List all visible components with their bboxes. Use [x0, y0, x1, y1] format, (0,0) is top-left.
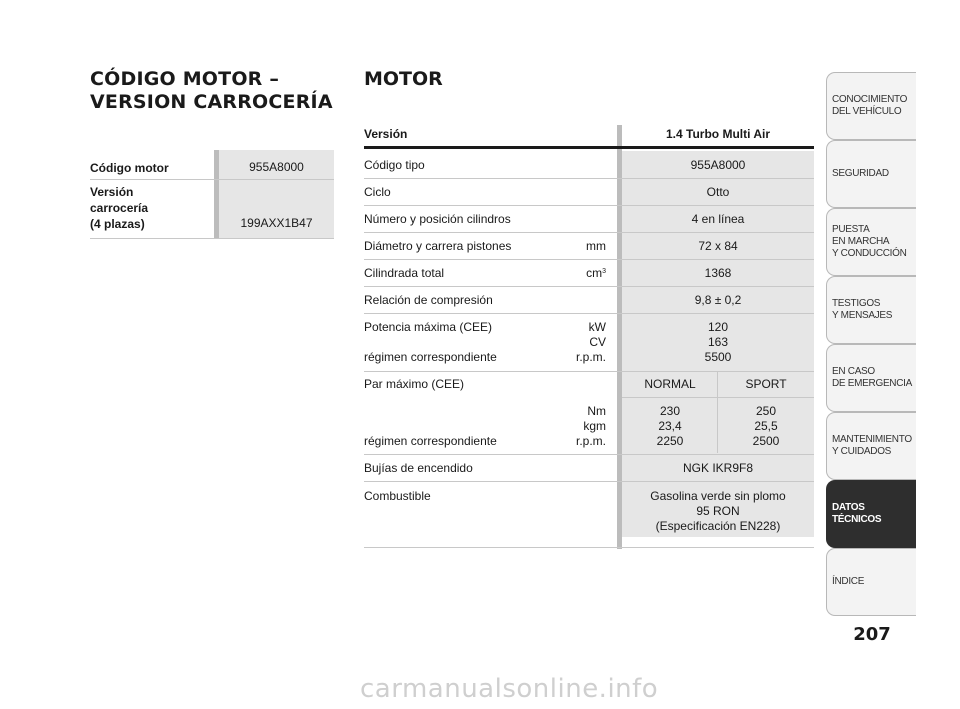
- row-label: Número y posición cilindros: [364, 212, 511, 226]
- power-unit: kW: [588, 320, 606, 334]
- unit-superscript: 3: [602, 268, 606, 275]
- tab-testigos[interactable]: [826, 276, 916, 344]
- table-row: [90, 180, 334, 239]
- torque-sport-value: 2500: [752, 434, 780, 448]
- power-unit: r.p.m.: [575, 350, 606, 364]
- tab-label: DATOS TÉCNICOS: [832, 502, 882, 525]
- tab-conocimiento[interactable]: [826, 72, 916, 140]
- engine-code-title: [90, 68, 350, 114]
- torque-label: Par máximo (CEE): [364, 377, 465, 391]
- label-line: (4 plazas): [90, 217, 145, 231]
- row-label: Diámetro y carrera pistones: [364, 239, 512, 253]
- watermark: carmanualsonline.info: [360, 674, 659, 704]
- row-value: 1368: [704, 266, 732, 280]
- torque-normal-value: 23,4: [658, 419, 682, 433]
- tab-indice[interactable]: [826, 548, 916, 616]
- row-divider: [364, 481, 814, 482]
- torque-mode-normal: NORMAL: [644, 377, 696, 391]
- row-value: 955A8000: [690, 158, 746, 172]
- torque-rpm-label: régimen correspondiente: [364, 434, 497, 448]
- spark-plug-label: Bujías de encendido: [364, 461, 473, 475]
- row-label: Relación de compresión: [364, 293, 493, 307]
- row-value: 4 en línea: [691, 212, 745, 226]
- torque-normal-value: 2250: [656, 434, 684, 448]
- version-header-label: Versión: [364, 127, 408, 141]
- torque-unit: kgm: [583, 419, 606, 433]
- row-label: Ciclo: [364, 185, 391, 199]
- row-label: Código tipo: [364, 158, 425, 172]
- row-value: 72 x 84: [698, 239, 738, 253]
- torque-mode-sport: SPORT: [745, 377, 787, 391]
- row-divider: [364, 454, 814, 455]
- torque-sport-value: 250: [755, 404, 777, 418]
- tab-mantenimiento[interactable]: [826, 412, 916, 480]
- tab-label: TESTIGOS Y MENSAJES: [832, 298, 893, 321]
- power-value: 163: [707, 335, 729, 349]
- power-label: Potencia máxima (CEE): [364, 320, 493, 334]
- tab-puesta-en-marcha[interactable]: [826, 208, 916, 276]
- row-unit: [514, 266, 606, 281]
- power-rpm-label: régimen correspondiente: [364, 350, 497, 364]
- fuel-value-line: Gasolina verde sin plomo: [650, 489, 786, 503]
- tab-label: CONOCIMIENTO DEL VEHÍCULO: [832, 94, 908, 117]
- row-value: [214, 180, 334, 238]
- mode-divider: [622, 397, 814, 398]
- engine-code-value: 955A8000: [249, 160, 304, 174]
- row-unit: mm: [586, 239, 606, 253]
- header-divider: [364, 146, 814, 149]
- tab-label: EN CASO DE EMERGENCIA: [832, 366, 913, 389]
- torque-unit: r.p.m.: [575, 434, 606, 448]
- page-number: 207: [853, 624, 891, 645]
- tab-label: PUESTA EN MARCHA Y CONDUCCIÓN: [832, 224, 907, 259]
- fuel-value-line: (Especificación EN228): [655, 519, 781, 533]
- row-label: Cilindrada total: [364, 266, 445, 280]
- label-line: carrocería: [90, 201, 149, 215]
- fuel-value-line: 95 RON: [696, 504, 740, 518]
- tab-datos-tecnicos[interactable]: [826, 480, 916, 548]
- engine-code-table: [90, 150, 334, 239]
- row-value: 9,8 ± 0,2: [694, 293, 742, 307]
- torque-sport-value: 25,5: [754, 419, 778, 433]
- row-divider: [364, 205, 814, 206]
- power-value: 120: [707, 320, 729, 334]
- tab-label: ÍNDICE: [832, 576, 865, 587]
- table-row: [90, 150, 334, 180]
- unit-text: cm: [586, 266, 603, 280]
- row-label: [90, 184, 148, 232]
- engine-code-title-line2: VERSION CARROCERÍA: [90, 91, 333, 113]
- row-divider: [364, 313, 814, 314]
- body-version-value: 199AXX1B47: [240, 216, 313, 230]
- torque-unit: Nm: [587, 404, 606, 418]
- row-value: Otto: [706, 185, 730, 199]
- label-line: Versión: [90, 185, 134, 199]
- table-bottom-divider: [364, 547, 814, 548]
- version-header-value: 1.4 Turbo Multi Air: [666, 127, 770, 141]
- row-divider: [364, 178, 814, 179]
- tab-seguridad[interactable]: [826, 140, 916, 208]
- row-divider: [364, 232, 814, 233]
- row-divider: [364, 371, 814, 372]
- engine-code-title-line1: CÓDIGO MOTOR –: [90, 68, 280, 90]
- tab-emergencia[interactable]: [826, 344, 916, 412]
- torque-normal-value: 230: [659, 404, 681, 418]
- tab-label: MANTENIMIENTO Y CUIDADOS: [832, 434, 912, 457]
- row-divider: [364, 259, 814, 260]
- fuel-label: Combustible: [364, 489, 431, 503]
- row-value: [214, 150, 334, 179]
- engine-title: MOTOR: [364, 68, 443, 90]
- spark-plug-value: NGK IKR9F8: [682, 461, 754, 475]
- row-divider: [364, 286, 814, 287]
- power-unit: CV: [589, 335, 606, 349]
- tab-label: SEGURIDAD: [832, 168, 889, 179]
- row-label: Código motor: [90, 161, 169, 175]
- power-value: 5500: [704, 350, 732, 364]
- engine-spec-table: [364, 125, 814, 549]
